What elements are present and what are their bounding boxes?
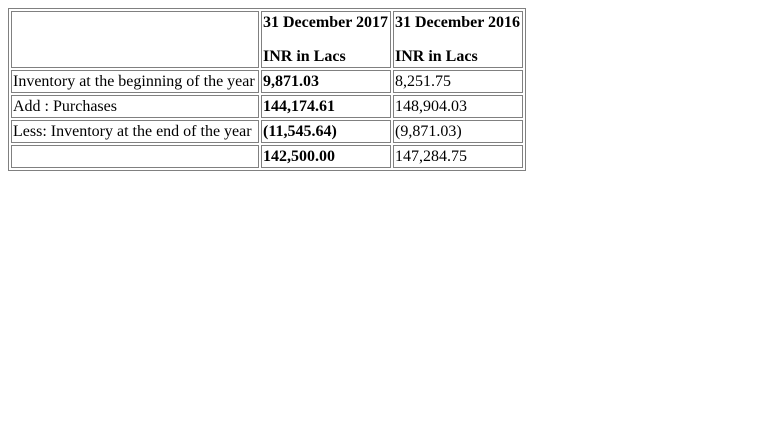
header-row bbox=[11, 11, 523, 68]
header-2017-period: 31 December 2017 bbox=[263, 14, 388, 31]
row-value-2016: 8,251.75 bbox=[393, 70, 523, 93]
header-2016-unit: INR in Lacs bbox=[395, 48, 478, 65]
row-value-2017: (11,545.64) bbox=[261, 120, 391, 143]
header-2016-cell bbox=[393, 11, 523, 68]
total-row bbox=[11, 145, 523, 168]
total-value-2016: 147,284.75 bbox=[393, 145, 523, 168]
inventory-purchases-table bbox=[8, 8, 526, 171]
table-row bbox=[11, 70, 523, 93]
row-label: Inventory at the beginning of the year bbox=[11, 70, 259, 93]
table-row bbox=[11, 120, 523, 143]
row-value-2017: 9,871.03 bbox=[261, 70, 391, 93]
row-value-2016: (9,871.03) bbox=[393, 120, 523, 143]
row-label: Less: Inventory at the end of the year bbox=[11, 120, 259, 143]
row-value-2016: 148,904.03 bbox=[393, 95, 523, 118]
total-label bbox=[11, 145, 259, 168]
header-2017-unit: INR in Lacs bbox=[263, 48, 346, 65]
header-empty-cell bbox=[11, 11, 259, 68]
row-value-2017: 144,174.61 bbox=[261, 95, 391, 118]
header-2016-period: 31 December 2016 bbox=[395, 14, 520, 31]
table-row bbox=[11, 95, 523, 118]
row-label: Add : Purchases bbox=[11, 95, 259, 118]
total-value-2017: 142,500.00 bbox=[261, 145, 391, 168]
header-2017-cell bbox=[261, 11, 391, 68]
